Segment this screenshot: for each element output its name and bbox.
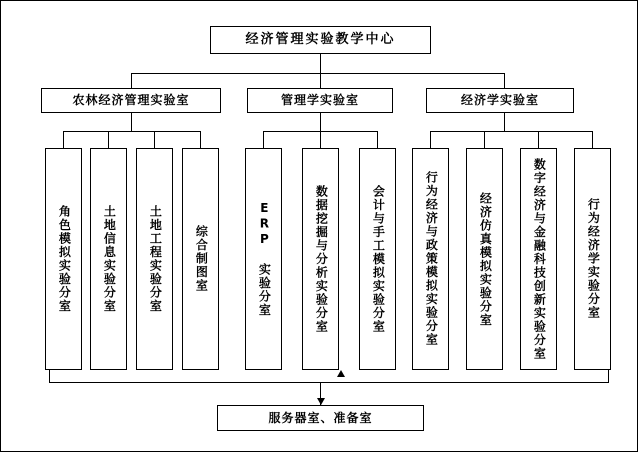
- leaf-node-b3-4-label: 行为经济学实验分室: [586, 198, 601, 320]
- leaf-node-b2-1-label: ERP 实验分室: [257, 201, 272, 317]
- connector-b3-drop-1: [430, 131, 431, 148]
- leaf-node-b3-3-label: 数字经济与金融科技创新实验分室: [532, 157, 547, 361]
- leaf-node-b1-1: [45, 148, 82, 370]
- leaf-node-b1-4-label: 综合制图室: [194, 225, 209, 293]
- leaf-node-b3-1: [412, 148, 449, 370]
- branch-node-3: [426, 88, 574, 113]
- leaf-node-b1-3-label: 土地工程实验分室: [148, 205, 163, 313]
- connector-bottom-riser-left: [49, 370, 50, 382]
- connector-branch-bus: [131, 73, 504, 74]
- arrow-up-icon: [337, 370, 345, 377]
- connector-b1-drop-2: [108, 131, 109, 148]
- leaf-node-b2-2: [302, 148, 339, 370]
- leaf-node-b2-2-label: 数据挖掘与分析实验分室: [314, 184, 329, 334]
- leaf-node-b3-2-label: 经济仿真模拟实验分室: [478, 191, 493, 327]
- leaf-node-b1-2: [90, 148, 127, 370]
- leaf-node-b3-2: [466, 148, 503, 370]
- connector-b2-stem: [320, 113, 321, 131]
- connector-b2-drop-2: [320, 131, 321, 148]
- leaf-node-b2-3: [359, 148, 396, 370]
- connector-bottom-bus: [49, 382, 609, 383]
- branch-node-1: [41, 88, 221, 113]
- leaf-node-b2-3-label: 会计与手工模拟实验分室: [371, 184, 386, 334]
- branch-node-1-label: 农林经济管理实验室: [72, 93, 190, 108]
- leaf-node-b1-3: [136, 148, 173, 370]
- connector-b3-bus: [430, 131, 592, 132]
- root-node-label: 经济管理实验教学中心: [245, 32, 396, 48]
- arrow-down-icon: [317, 398, 325, 405]
- connector-b2-drop-1: [263, 131, 264, 148]
- leaf-node-b1-4: [182, 148, 219, 370]
- root-node: [210, 26, 431, 54]
- connector-branch-drop-2: [320, 73, 321, 88]
- branch-node-2-label: 管理学实验室: [280, 93, 359, 108]
- connector-b3-drop-2: [484, 131, 485, 148]
- connector-root-stem: [320, 54, 321, 73]
- connector-b3-drop-4: [592, 131, 593, 148]
- branch-node-2: [247, 88, 393, 113]
- leaf-node-b1-1-label: 角色模拟实验分室: [57, 205, 72, 313]
- connector-b3-stem: [504, 113, 505, 131]
- leaf-node-b1-2-label: 土地信息实验分室: [102, 205, 117, 313]
- connector-b1-drop-3: [154, 131, 155, 148]
- connector-b1-stem: [131, 113, 132, 131]
- connector-branch-drop-1: [131, 73, 132, 88]
- leaf-node-b3-3: [520, 148, 557, 370]
- connector-b1-drop-4: [200, 131, 201, 148]
- connector-b1-bus: [63, 131, 200, 132]
- leaf-node-b3-1-label: 行为经济与政策模拟实验分室: [424, 171, 439, 347]
- leaf-node-b3-4: [574, 148, 611, 370]
- connector-b1-drop-1: [63, 131, 64, 148]
- connector-branch-drop-3: [504, 73, 505, 88]
- connector-b2-drop-3: [377, 131, 378, 148]
- connector-b3-drop-3: [538, 131, 539, 148]
- branch-node-3-label: 经济学实验室: [460, 93, 539, 108]
- footer-node-label: 服务器室、准备室: [268, 410, 373, 425]
- connector-bottom-riser-right: [608, 370, 609, 382]
- footer-node: [217, 405, 424, 431]
- leaf-node-b2-1: [245, 148, 282, 370]
